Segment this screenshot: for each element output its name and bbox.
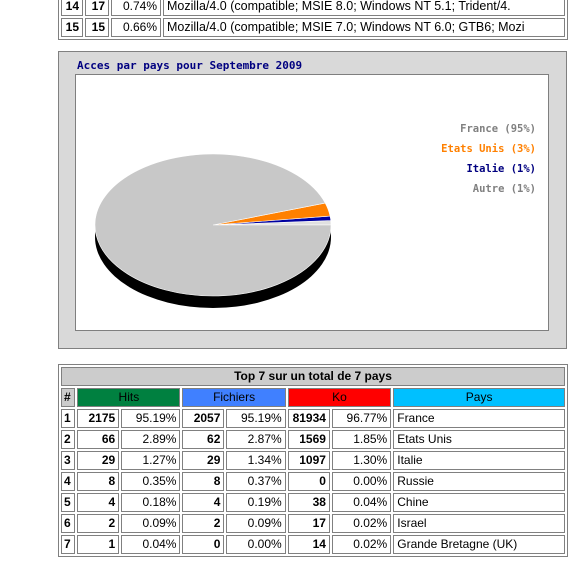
table-row bbox=[61, 18, 565, 37]
row-ko-percent: 0.02% bbox=[332, 535, 391, 554]
row-percent: 0.66% bbox=[111, 18, 161, 37]
row-files: 29 bbox=[182, 451, 224, 470]
row-rank: 14 bbox=[61, 0, 83, 16]
row-files-percent: 1.34% bbox=[226, 451, 285, 470]
row-percent: 0.74% bbox=[111, 0, 161, 16]
header-pays: Pays bbox=[393, 388, 565, 407]
row-files: 0 bbox=[182, 535, 224, 554]
row-ko: 38 bbox=[288, 493, 330, 512]
row-rank: 1 bbox=[61, 409, 75, 428]
legend-entry-autre: Autre (1%) bbox=[472, 183, 536, 195]
row-user-agent: Mozilla/4.0 (compatible; MSIE 7.0; Windows NT 6.0; GTB6; Mozi bbox=[163, 18, 565, 37]
row-count: 17 bbox=[85, 0, 109, 16]
table-row bbox=[61, 430, 565, 449]
row-user-agent: Mozilla/4.0 (compatible; MSIE 8.0; Windows NT 5.1; Trident/4. bbox=[163, 0, 565, 16]
row-ko-percent: 1.30% bbox=[332, 451, 391, 470]
row-ko: 14 bbox=[288, 535, 330, 554]
row-rank: 2 bbox=[61, 430, 75, 449]
table-caption: Top 7 sur un total de 7 pays bbox=[61, 367, 565, 386]
row-files-percent: 0.19% bbox=[226, 493, 285, 512]
table-header-row bbox=[61, 388, 565, 407]
row-country: Etats Unis bbox=[393, 430, 565, 449]
row-hits-percent: 95.19% bbox=[121, 409, 180, 428]
row-files-percent: 0.09% bbox=[226, 514, 285, 533]
row-hits: 8 bbox=[77, 472, 119, 491]
row-ko: 0 bbox=[288, 472, 330, 491]
pie-chart bbox=[76, 75, 548, 330]
row-files: 4 bbox=[182, 493, 224, 512]
row-hits-percent: 0.09% bbox=[121, 514, 180, 533]
row-ko: 1569 bbox=[288, 430, 330, 449]
legend-entry-italie: Italie (1%) bbox=[466, 163, 536, 175]
header-ko: Ko bbox=[288, 388, 392, 407]
row-ko-percent: 0.02% bbox=[332, 514, 391, 533]
row-country: Chine bbox=[393, 493, 565, 512]
table-row bbox=[61, 0, 565, 16]
row-country: France bbox=[393, 409, 565, 428]
table-row bbox=[61, 535, 565, 554]
row-ko: 1097 bbox=[288, 451, 330, 470]
row-files: 8 bbox=[182, 472, 224, 491]
row-hits: 4 bbox=[77, 493, 119, 512]
row-ko-percent: 0.04% bbox=[332, 493, 391, 512]
row-files: 2057 bbox=[182, 409, 224, 428]
table-row bbox=[61, 409, 565, 428]
header-files: Fichiers bbox=[182, 388, 285, 407]
row-hits: 1 bbox=[77, 535, 119, 554]
row-files: 62 bbox=[182, 430, 224, 449]
table-row bbox=[61, 514, 565, 533]
row-rank: 7 bbox=[61, 535, 75, 554]
row-hits-percent: 0.04% bbox=[121, 535, 180, 554]
pie-slice-france bbox=[95, 154, 331, 296]
country-table bbox=[58, 364, 568, 557]
row-ko-percent: 0.00% bbox=[332, 472, 391, 491]
row-hits-percent: 0.35% bbox=[121, 472, 180, 491]
row-country: Italie bbox=[393, 451, 565, 470]
chart-title: Acces par pays pour Septembre 2009 bbox=[77, 59, 303, 72]
legend-entry-france: France (95%) bbox=[460, 123, 536, 135]
row-rank: 3 bbox=[61, 451, 75, 470]
row-hits: 2 bbox=[77, 514, 119, 533]
row-files-percent: 0.37% bbox=[226, 472, 285, 491]
row-files: 2 bbox=[182, 514, 224, 533]
table-row bbox=[61, 451, 565, 470]
table-row bbox=[61, 472, 565, 491]
row-files-percent: 0.00% bbox=[226, 535, 285, 554]
row-hits-percent: 2.89% bbox=[121, 430, 180, 449]
row-files-percent: 95.19% bbox=[226, 409, 285, 428]
row-rank: 4 bbox=[61, 472, 75, 491]
header-hits: Hits bbox=[77, 388, 180, 407]
row-ko-percent: 96.77% bbox=[332, 409, 391, 428]
chart-canvas bbox=[75, 74, 549, 331]
row-ko: 81934 bbox=[288, 409, 330, 428]
row-hits-percent: 1.27% bbox=[121, 451, 180, 470]
row-ko-percent: 1.85% bbox=[332, 430, 391, 449]
legend-entry-etats-unis: Etats Unis (3%) bbox=[441, 143, 536, 155]
row-rank: 6 bbox=[61, 514, 75, 533]
row-country: Russie bbox=[393, 472, 565, 491]
row-count: 15 bbox=[85, 18, 109, 37]
table-row bbox=[61, 493, 565, 512]
row-hits: 2175 bbox=[77, 409, 119, 428]
row-ko: 17 bbox=[288, 514, 330, 533]
user-agent-table bbox=[58, 0, 568, 40]
chart-legend bbox=[441, 119, 536, 199]
row-hits-percent: 0.18% bbox=[121, 493, 180, 512]
row-rank: 15 bbox=[61, 18, 83, 37]
row-files-percent: 2.87% bbox=[226, 430, 285, 449]
row-rank: 5 bbox=[61, 493, 75, 512]
header-rank: # bbox=[61, 388, 75, 407]
country-chart-panel bbox=[58, 51, 567, 349]
row-hits: 66 bbox=[77, 430, 119, 449]
row-country: Israel bbox=[393, 514, 565, 533]
row-country: Grande Bretagne (UK) bbox=[393, 535, 565, 554]
row-hits: 29 bbox=[77, 451, 119, 470]
